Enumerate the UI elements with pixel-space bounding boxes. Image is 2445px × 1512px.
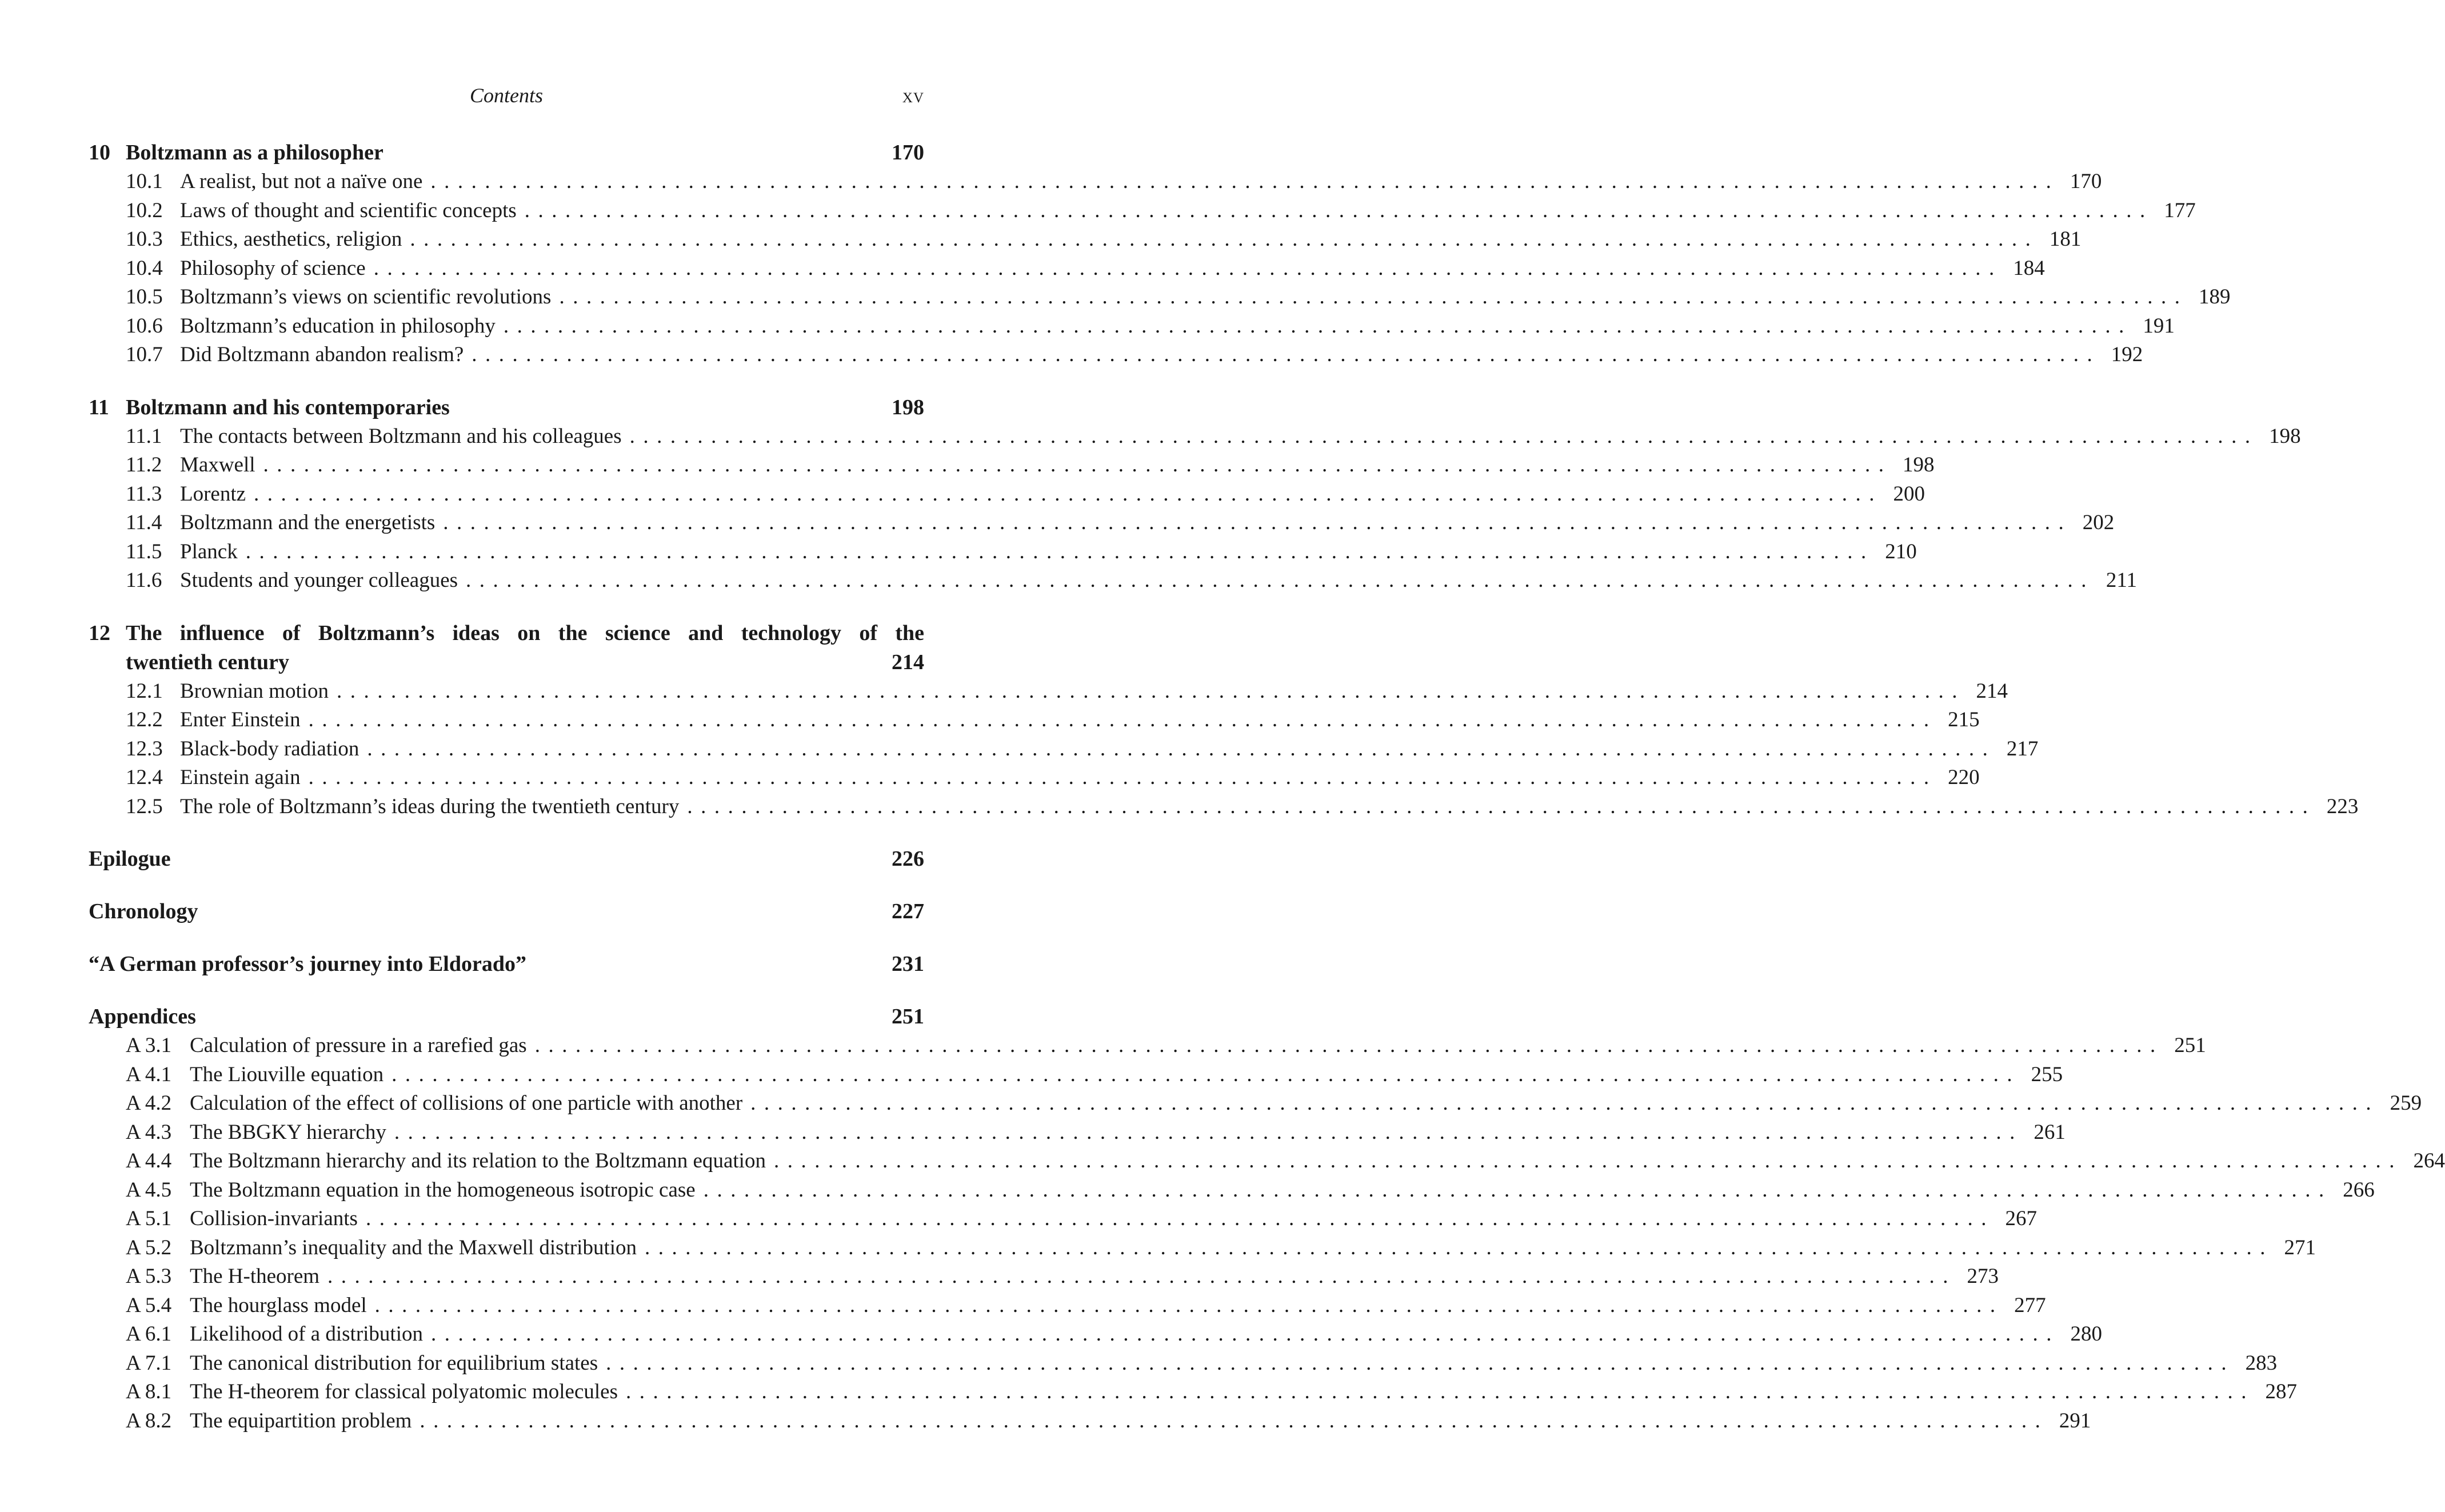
toc-entry[interactable] [89, 793, 2359, 822]
epilogue-page: 226 [892, 847, 924, 871]
section-page: 280 [2070, 1322, 2102, 1346]
toc-entry[interactable] [89, 451, 1935, 480]
section-title: The role of Boltzmann’s ideas during the twentieth century [180, 794, 680, 818]
chronology [89, 897, 924, 926]
eldorado-heading[interactable] [89, 950, 924, 979]
section-title: Einstein again [180, 766, 301, 789]
section-title: Boltzmann’s views on scientific revolutions [180, 285, 552, 309]
section-title: Laws of thought and scientific concepts [180, 198, 517, 222]
section-title: The equipartition problem [190, 1409, 412, 1433]
section-title: The H-theorem [190, 1265, 320, 1288]
section-title: Likelihood of a distribution [190, 1322, 423, 1346]
chapter-heading[interactable] [89, 619, 924, 677]
section-title: The Boltzmann hierarchy and its relation to the Boltzmann equation [190, 1149, 766, 1173]
section-page: 220 [1948, 766, 1980, 789]
chapter-number: 10 [89, 141, 110, 165]
section-number: A 4.3 [126, 1120, 172, 1144]
section-page: 177 [2164, 198, 2196, 222]
appendices-heading[interactable] [89, 1002, 924, 1031]
section-page: 291 [2059, 1409, 2091, 1433]
section-page: 214 [1976, 679, 2008, 703]
dot-leader: ........................................................................................................................ [629, 424, 2259, 448]
dot-leader: ........................................................................................................................ [645, 1235, 2274, 1259]
chapter-heading[interactable] [89, 393, 924, 422]
dot-leader: ........................................................................................................................ [365, 1207, 1995, 1230]
section-page: 287 [2265, 1380, 2297, 1403]
toc-entry[interactable] [89, 1262, 1999, 1291]
table-of-contents [89, 138, 2445, 1435]
section-number: 10.5 [126, 285, 163, 309]
section-number: 12.2 [126, 708, 163, 731]
section-number: 12.1 [126, 679, 163, 703]
appendices-page: 251 [892, 1005, 924, 1029]
section-page: 170 [2070, 170, 2102, 193]
section-number: A 8.1 [126, 1380, 172, 1403]
section-number: 10.2 [126, 198, 163, 222]
toc-entry[interactable] [89, 677, 2008, 706]
section-number: A 8.2 [126, 1409, 172, 1433]
chapter-heading[interactable] [89, 138, 924, 167]
dot-leader: ........................................................................................................................ [430, 1322, 2060, 1346]
section-page: 283 [2245, 1351, 2278, 1375]
section-number: 10.3 [126, 227, 163, 251]
dot-leader: ........................................................................................................................ [374, 1293, 2004, 1317]
toc-entry[interactable] [89, 1234, 2316, 1263]
chronology-page: 227 [892, 899, 924, 923]
section-number: 11.1 [126, 424, 162, 448]
section-page: 259 [2390, 1091, 2422, 1115]
section-title: The Liouville equation [190, 1062, 384, 1086]
chapter-number: 11 [89, 395, 109, 419]
section-title: Black-body radiation [180, 737, 359, 761]
section-number: A 5.4 [126, 1293, 172, 1317]
dot-leader: ........................................................................................................................ [430, 170, 2060, 193]
appendices-title: Appendices [89, 1005, 196, 1029]
dot-leader: ........................................................................................................................ [391, 1062, 2021, 1086]
section-title: Ethics, aesthetics, religion [180, 227, 402, 251]
section-number: A 5.1 [126, 1207, 172, 1230]
toc-entry[interactable] [89, 1061, 2063, 1090]
toc-entry[interactable] [89, 254, 2045, 283]
section-page: 202 [2082, 511, 2115, 534]
section-title: Did Boltzmann abandon realism? [180, 343, 464, 366]
dot-leader: ........................................................................................................................ [534, 1034, 2164, 1057]
section-number: 11.4 [126, 511, 162, 534]
toc-entry[interactable] [89, 1118, 2066, 1147]
section-page: 184 [2013, 256, 2045, 280]
toc-entry[interactable] [89, 1089, 2422, 1118]
section-number: 10.6 [126, 314, 163, 338]
section-title: The BBGKY hierarchy [190, 1120, 386, 1144]
dot-leader: ........................................................................................................................ [773, 1149, 2403, 1173]
dot-leader: ........................................................................................................................ [308, 708, 1937, 731]
dot-leader: ........................................................................................................................ [420, 1409, 2049, 1433]
toc-entry[interactable] [89, 225, 2082, 254]
section-page: 181 [2049, 227, 2082, 251]
dot-leader: ........................................................................................................................ [327, 1265, 1957, 1288]
section-title: Planck [180, 539, 238, 563]
section-title: Boltzmann’s inequality and the Maxwell distribution [190, 1235, 637, 1259]
dot-leader: ........................................................................................................................ [625, 1380, 2255, 1403]
dot-leader: ........................................................................................................................ [245, 539, 1875, 563]
toc-entry[interactable] [89, 1378, 2297, 1407]
eldorado-title: “A German professor’s journey into Eldorado” [89, 952, 526, 976]
toc-entry[interactable] [89, 167, 2102, 197]
section-number: A 5.3 [126, 1265, 172, 1288]
chapter-title: Boltzmann and his contemporaries [126, 395, 450, 419]
dot-leader: ........................................................................................................................ [394, 1120, 2023, 1144]
section-number: 10.4 [126, 256, 163, 280]
dot-leader: ........................................................................................................................ [703, 1178, 2332, 1202]
section-number: 12.3 [126, 737, 163, 761]
toc-entry[interactable] [89, 1291, 2046, 1321]
section-title: Collision-invariants [190, 1207, 358, 1230]
section-number: A 4.1 [126, 1062, 172, 1086]
toc-entry[interactable] [89, 1147, 2445, 1176]
section-page: 198 [1903, 453, 1935, 477]
dot-leader: ........................................................................................................................ [443, 511, 2072, 534]
dot-leader: ........................................................................................................................ [472, 343, 2101, 366]
dot-leader: ........................................................................................................................ [373, 256, 2003, 280]
section-title: Calculation of the effect of collisions of one particle with another [190, 1091, 743, 1115]
section-page: 211 [2106, 569, 2138, 592]
chapter-title-continued: twentieth century [126, 650, 289, 674]
epilogue [89, 845, 924, 874]
toc-entry[interactable] [89, 1176, 2375, 1205]
section-page: 192 [2111, 343, 2143, 366]
section-page: 189 [2198, 285, 2231, 309]
section-title: Enter Einstein [180, 708, 301, 731]
section-number: A 4.4 [126, 1149, 172, 1173]
section-title: Calculation of pressure in a rarefied gas [190, 1034, 527, 1057]
dot-leader: ........................................................................................................................ [559, 285, 2188, 309]
section-number: 10.1 [126, 170, 163, 193]
chapter-title: Boltzmann as a philosopher [126, 141, 383, 165]
dot-leader: ........................................................................................................................ [687, 794, 2316, 818]
section-number: A 7.1 [126, 1351, 172, 1375]
dot-leader: ........................................................................................................................ [750, 1091, 2380, 1115]
eldorado-page: 231 [892, 952, 924, 976]
section-number: A 6.1 [126, 1322, 172, 1346]
toc-entry[interactable] [89, 341, 2143, 370]
dot-leader: ........................................................................................................................ [466, 569, 2095, 592]
section-page: 267 [2005, 1207, 2037, 1230]
toc-entry[interactable] [89, 1407, 2091, 1436]
running-head [89, 83, 924, 111]
section-title: The hourglass model [190, 1293, 367, 1317]
toc-entry[interactable] [89, 283, 2231, 312]
section-page: 271 [2284, 1235, 2316, 1259]
toc-entry[interactable] [89, 422, 2301, 451]
running-head-title: Contents [469, 84, 543, 107]
chapter-title: The influence of Boltzmann’s ideas on the science and technology of the [126, 621, 924, 645]
toc-entry[interactable] [89, 763, 1980, 793]
section-title: Brownian motion [180, 679, 329, 703]
section-page: 251 [2174, 1034, 2206, 1057]
section-page: 191 [2143, 314, 2175, 338]
section-number: 12.4 [126, 766, 163, 789]
section-page: 277 [2014, 1293, 2046, 1317]
section-page: 273 [1967, 1265, 1999, 1288]
running-head-page-number: xv [902, 84, 924, 107]
toc-entry[interactable] [89, 566, 2138, 595]
section-number: A 4.5 [126, 1178, 172, 1202]
section-page: 215 [1948, 708, 1980, 731]
toc-entry[interactable] [89, 480, 1925, 509]
dot-leader: ........................................................................................................................ [337, 679, 1966, 703]
section-page: 200 [1893, 482, 1925, 506]
section-page: 210 [1885, 539, 1917, 563]
toc-entry[interactable] [89, 509, 2115, 538]
section-number: 11.3 [126, 482, 162, 506]
section-title: The H-theorem for classical polyatomic molecules [190, 1380, 618, 1403]
section-page: 266 [2343, 1178, 2375, 1202]
dot-leader: ........................................................................................................................ [254, 482, 1883, 506]
section-title: Students and younger colleagues [180, 569, 458, 592]
appendices [89, 1002, 2445, 1435]
toc-entry[interactable] [89, 1205, 2037, 1234]
section-number: A 4.2 [126, 1091, 172, 1115]
chapter-page: 214 [892, 650, 924, 674]
dot-leader: ........................................................................................................................ [503, 314, 2132, 338]
toc-entry[interactable] [89, 197, 2196, 226]
dot-leader: ........................................................................................................................ [308, 766, 1937, 789]
section-page: 261 [2033, 1120, 2066, 1144]
toc-entry[interactable] [89, 1349, 2278, 1378]
chronology-heading[interactable] [89, 897, 924, 926]
section-page: 223 [2326, 794, 2359, 818]
chapter-11 [89, 393, 2301, 595]
dot-leader: ........................................................................................................................ [263, 453, 1892, 477]
section-title: Boltzmann and the energetists [180, 511, 436, 534]
toc-entry[interactable] [89, 312, 2175, 341]
section-page: 217 [2006, 737, 2039, 761]
toc-entry[interactable] [89, 1031, 2206, 1061]
toc-entry[interactable] [89, 1320, 2102, 1349]
chapter-number: 12 [89, 621, 110, 645]
chronology-title: Chronology [89, 899, 198, 923]
chapter-12 [89, 619, 2359, 822]
toc-entry[interactable] [89, 735, 2039, 764]
chapter-10 [89, 138, 2231, 370]
section-title: The contacts between Boltzmann and his colleagues [180, 424, 622, 448]
toc-entry[interactable] [89, 706, 1980, 735]
dot-leader: ........................................................................................................................ [367, 737, 1996, 761]
section-number: 11.6 [126, 569, 162, 592]
section-page: 264 [2413, 1149, 2445, 1173]
section-title: The canonical distribution for equilibrium states [190, 1351, 598, 1375]
section-page: 255 [2031, 1062, 2063, 1086]
book-page [89, 0, 2445, 1512]
section-number: 10.7 [126, 343, 163, 366]
epilogue-heading[interactable] [89, 845, 924, 874]
section-page: 198 [2269, 424, 2301, 448]
section-number: A 5.2 [126, 1235, 172, 1259]
section-title: Lorentz [180, 482, 246, 506]
epilogue-title: Epilogue [89, 847, 171, 871]
dot-leader: ........................................................................................................................ [606, 1351, 2235, 1375]
chapter-page: 170 [892, 141, 924, 165]
section-title: A realist, but not a naïve one [180, 170, 423, 193]
dot-leader: ........................................................................................................................ [410, 227, 2039, 251]
chapter-page: 198 [892, 395, 924, 419]
section-title: Philosophy of science [180, 256, 366, 280]
dot-leader: ........................................................................................................................ [524, 198, 2154, 222]
section-number: 11.5 [126, 539, 162, 563]
section-title: Maxwell [180, 453, 255, 477]
toc-entry[interactable] [89, 538, 1917, 567]
section-number: 11.2 [126, 453, 162, 477]
eldorado [89, 950, 924, 979]
section-number: 12.5 [126, 794, 163, 818]
section-title: Boltzmann’s education in philosophy [180, 314, 496, 338]
section-number: A 3.1 [126, 1034, 172, 1057]
section-title: The Boltzmann equation in the homogeneous isotropic case [190, 1178, 696, 1202]
